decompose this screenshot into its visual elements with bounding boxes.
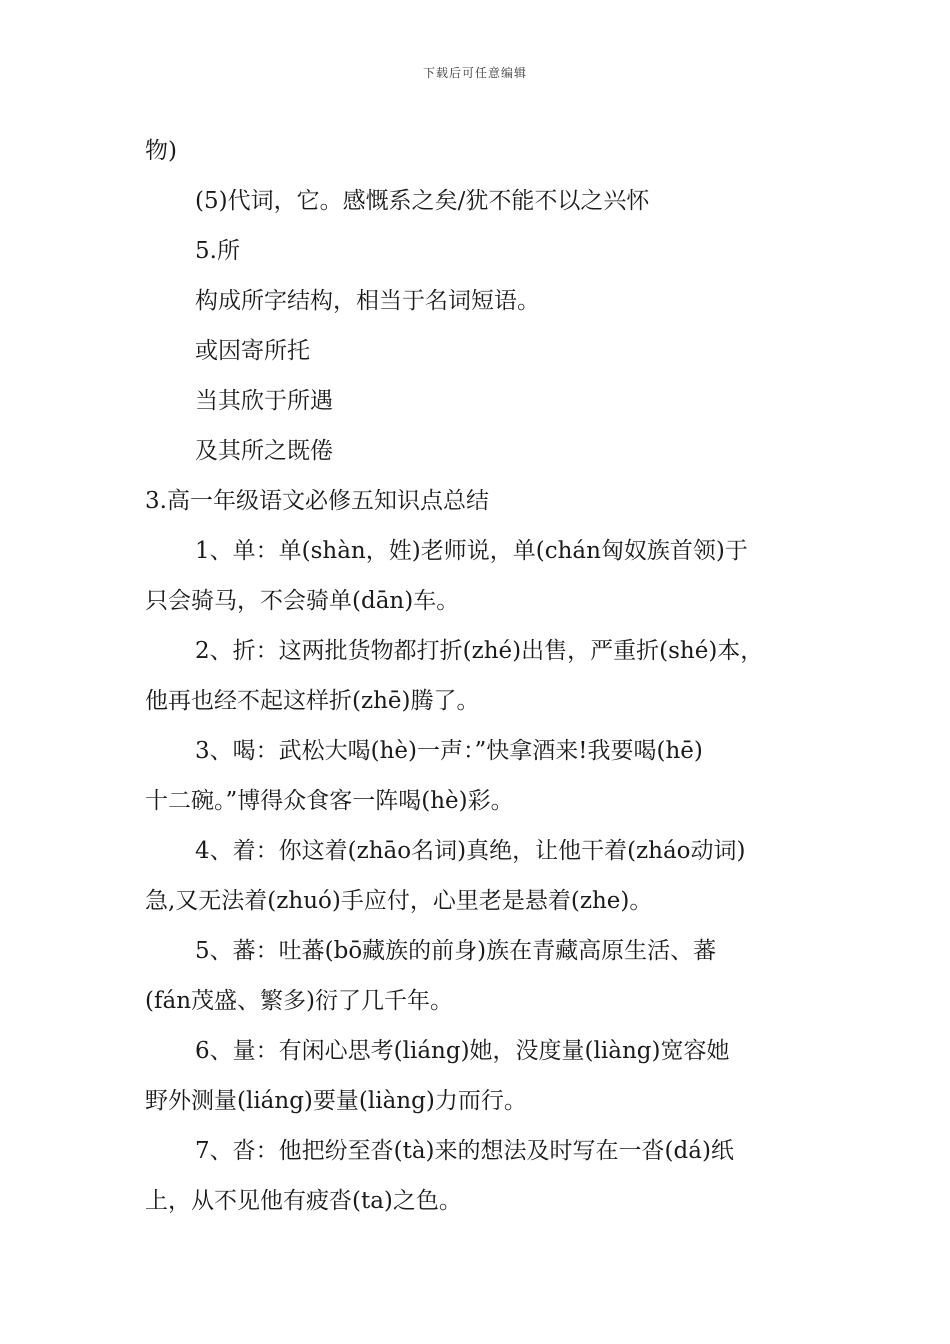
- text-line: 5.所: [195, 238, 240, 264]
- text-line: 6、量：有闲心思考(liáng)她，没度量(liàng)宽容她: [195, 1038, 730, 1064]
- page-header: 下载后可任意编辑: [422, 66, 527, 80]
- text-line: 构成所字结构，相当于名词短语。: [195, 288, 540, 314]
- text-line: (fán茂盛、繁多)衍了几千年。: [145, 988, 453, 1014]
- section-heading: 3.高一年级语文必修五知识点总结: [145, 488, 489, 514]
- text-line: 及其所之既倦: [195, 438, 333, 464]
- text-line: 或因寄所托: [195, 338, 310, 364]
- text-line: 7、沓：他把纷至沓(tà)来的想法及时写在一沓(dá)纸: [195, 1138, 734, 1164]
- document-body: [145, 126, 825, 1226]
- text-line: 他再也经不起这样折(zhē)腾了。: [145, 688, 480, 714]
- text-line: 急,又无法着(zhuó)手应付，心里老是悬着(zhe)。: [145, 888, 653, 914]
- text-line: 上，从不见他有疲沓(ta)之色。: [145, 1188, 462, 1214]
- text-line: 当其欣于所遇: [195, 388, 333, 414]
- text-line: 5、蕃：吐蕃(bō藏族的前身)族在青藏高原生活、蕃: [195, 938, 717, 964]
- text-line: 野外测量(liáng)要量(liàng)力而行。: [145, 1088, 527, 1114]
- text-line: 只会骑马，不会骑单(dān)车。: [145, 588, 460, 614]
- text-line: 十二碗。”博得众食客一阵喝(hè)彩。: [145, 788, 514, 814]
- text-line: 2、折：这两批货物都打折(zhé)出售，严重折(shé)本，: [195, 638, 764, 664]
- text-line: 1、单：单(shàn，姓)老师说，单(chán匈奴族首领)于: [195, 538, 748, 564]
- text-line: 4、着：你这着(zhāo名词)真绝，让他干着(zháo动词): [195, 838, 746, 864]
- text-line: 物): [145, 138, 177, 164]
- text-line: 3、喝：武松大喝(hè)一声：”快拿酒来!我要喝(hē): [195, 738, 703, 764]
- text-line: (5)代词，它。感慨系之矣/犹不能不以之兴怀: [195, 188, 650, 214]
